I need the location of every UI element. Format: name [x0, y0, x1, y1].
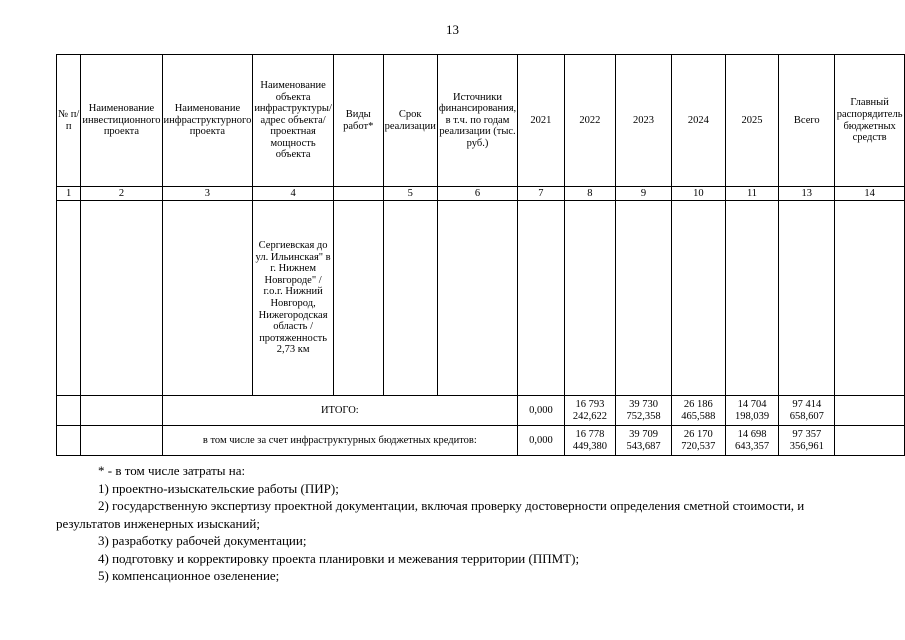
empty-cell	[437, 201, 517, 396]
header-cell: 2024	[672, 55, 726, 187]
totals-all: 97 414 658,607	[779, 396, 835, 426]
totals-2024: 26 186 465,588	[672, 396, 726, 426]
empty-cell	[81, 396, 162, 426]
column-number: 4	[253, 187, 334, 201]
empty-cell	[616, 201, 672, 396]
infra-all: 97 357 356,961	[779, 426, 835, 456]
header-cell: Наименование инфраструктурного проекта	[162, 55, 253, 187]
column-number: 7	[518, 187, 565, 201]
empty-cell	[725, 201, 779, 396]
empty-cell	[835, 201, 905, 396]
header-cell: 2025	[725, 55, 779, 187]
footnote-item: 3) разработку рабочей документации;	[98, 533, 307, 548]
empty-cell	[81, 426, 162, 456]
header-cell: 2023	[616, 55, 672, 187]
column-number: 5	[383, 187, 437, 201]
column-number: 8	[564, 187, 615, 201]
empty-cell	[57, 396, 81, 426]
header-cell: Виды работ*	[333, 55, 383, 187]
header-cell: Наименование объекта инфраструктуры/ адрес объекта/ проектная мощность объекта	[253, 55, 334, 187]
empty-cell	[333, 201, 383, 396]
footnote-item: 4) подготовку и корректировку проекта планировки и межевания территории (ППМТ);	[98, 550, 580, 566]
header-cell: 2021	[518, 55, 565, 187]
empty-cell	[835, 426, 905, 456]
infra-credits-row	[57, 426, 905, 456]
footnote-item: 2) государственную экспертизу проектной документации, включая проверку достоверности определения сметной стоимости, и результатов инженерных изысканий;	[56, 498, 805, 531]
header-cell: Источники финансирования, в т.ч. по годам реализации (тыс. руб.)	[437, 55, 517, 187]
header-cell: Срок реализации	[383, 55, 437, 187]
column-number-row	[57, 187, 905, 201]
infra-credits-label: в том числе за счет инфраструктурных бюджетных кредитов:	[162, 426, 518, 456]
column-number: 9	[616, 187, 672, 201]
empty-cell	[81, 201, 162, 396]
header-cell: 2022	[564, 55, 615, 187]
footnote-intro: * - в том числе затраты на:	[98, 463, 246, 478]
empty-cell	[835, 396, 905, 426]
object-description: Сергиевская до ул. Ильинская" в г. Нижнем Новгороде" / г.о.г. Нижний Новгород, Нижегородская область / протяженность 2,73 км	[253, 201, 334, 396]
column-number: 2	[81, 187, 162, 201]
empty-cell	[518, 201, 565, 396]
table-row	[57, 201, 905, 396]
column-number: 13	[779, 187, 835, 201]
totals-2022: 16 793 242,622	[564, 396, 615, 426]
totals-2023: 39 730 752,358	[616, 396, 672, 426]
infra-2021: 0,000	[518, 426, 565, 456]
infra-2022: 16 778 449,380	[564, 426, 615, 456]
empty-cell	[383, 201, 437, 396]
empty-cell	[57, 426, 81, 456]
footnote-item: 5) компенсационное озеленение;	[98, 568, 280, 583]
empty-cell	[779, 201, 835, 396]
column-number: 6	[437, 187, 517, 201]
column-number: 10	[672, 187, 726, 201]
empty-cell	[564, 201, 615, 396]
header-cell: № п/п	[57, 55, 81, 187]
header-cell: Наименование инвестиционного проекта	[81, 55, 162, 187]
empty-cell	[57, 201, 81, 396]
footnote-item: 1) проектно-изыскательские работы (ПИР);	[98, 480, 339, 496]
column-number: 3	[162, 187, 253, 201]
infra-2025: 14 698 643,357	[725, 426, 779, 456]
header-row	[57, 55, 905, 187]
column-number: 11	[725, 187, 779, 201]
totals-2021: 0,000	[518, 396, 565, 426]
column-number: 1	[57, 187, 81, 201]
empty-cell	[672, 201, 726, 396]
column-number	[333, 187, 383, 201]
totals-row	[57, 396, 905, 426]
header-cell: Главный распорядитель бюджетных средств	[835, 55, 905, 187]
empty-cell	[162, 201, 253, 396]
totals-label: ИТОГО:	[162, 396, 518, 426]
investment-table	[56, 54, 905, 456]
infra-2023: 39 709 543,687	[616, 426, 672, 456]
header-cell: Всего	[779, 55, 835, 187]
footnotes	[56, 462, 848, 585]
column-number: 14	[835, 187, 905, 201]
infra-2024: 26 170 720,537	[672, 426, 726, 456]
page-number: 13	[446, 22, 459, 37]
totals-2025: 14 704 198,039	[725, 396, 779, 426]
